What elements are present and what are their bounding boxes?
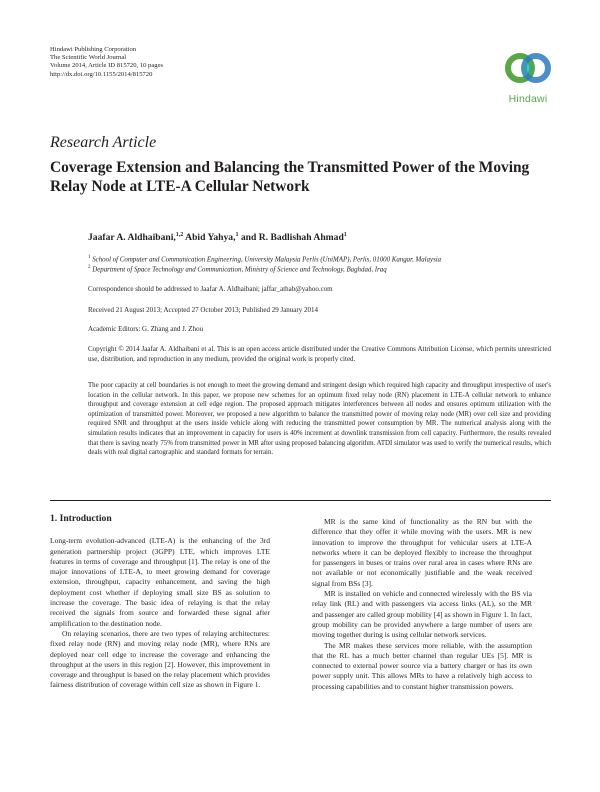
body-paragraph: MR is installed on vehicle and connected wirelessly with the BS via relay link (RL) and with passengers via access links (AL), so the MR and passenger are called group mobility [4] as shown in Figure 1. In fact, group mobility can be provided anywhere a large number of users are moving together during is using cellular network services. bbox=[312, 589, 532, 640]
logo-wordmark: Hindawi bbox=[508, 93, 548, 105]
author-name: R. Badlishah Ahmad bbox=[258, 232, 344, 244]
article-type: Research Article bbox=[50, 134, 157, 151]
author-affiliation-marker: 1,2 bbox=[175, 232, 184, 238]
hindawi-logo-icon bbox=[498, 44, 558, 92]
author-name: Abid Yahya, bbox=[185, 232, 236, 244]
affiliation-text: School of Computer and Communication Engineering, University Malaysia Perlis (UniMAP), Perlis, 01000 Kangar, Malaysia bbox=[92, 256, 442, 264]
right-column bbox=[312, 517, 532, 692]
body-paragraph: Long-term evolution-advanced (LTE-A) is the enhancing of the 3rd generation partnership project (3GPP) LTE, which improves LTE features in terms of coverage and throughput [1]. The relay is one of the major innovations of LTE-A, to meet growing demand for coverage extension, throughput, capacity enhancement, and saving the high deployment cost whether if deploying small size BS as solution to increase the coverage. The basic idea of relaying is that the relay received the signals from source and forwarded these signal after amplification to the destination node. bbox=[50, 536, 270, 628]
body-paragraph: MR is the same kind of functionality as the RN but with the difference that they offer it while moving with the users. MR is new innovation to improve the throughput for vehicular users at LTE-A networks where it can be deployed flexibly to increase the throughput for passengers in buses or trains over rural area in cases where RNs are not available or not economically justifiable and the weak received signal from BSs [3]. bbox=[312, 517, 532, 588]
left-column bbox=[50, 514, 270, 691]
body-paragraph: On relaying scenarios, there are two types of relaying architectures: fixed relay node (RN) and moving relay node (MR), where RNs are deployed near cell edge to increase the coverage and enhancing the throughput at the users in this region [2]. However, this improvement in coverage and throughput is based on the relay placement which provides fairness distribution of coverage within cell size as shown in Figure 1. bbox=[50, 628, 270, 690]
abstract: The poor capacity at cell boundaries is not enough to meet the growing demand and stringent design which required high capacity and throughput irrespective of user's location in the cellular network. In this paper, we propose new schemes for an optimum fixed relay node (RN) placement in LTE-A cellular network to enhance throughput and coverage extension at cell edge region. The proposed approach mitigates interferences between all nodes and ensures optimum utilization with the optimization of transmitted power. Moreover, we proposed a new algorithm to balance the transmitted power of moving relay node (MR) over cell size and providing required SNR and throughput at the users inside vehicle along with reducing the transmitted power consumption by MR. The numerical analysis along with the simulation results indicates that an improvement in capacity for users is 40% increment at downlink transmission from cell capacity. Furthermore, the results revealed that there is saving nearly 75% from transmitted power in MR after using proposed balancing algorithm. ATDI simulator was used to verify the numerical results, which deals with real digital cartographic and standard formats for terrain. bbox=[88, 382, 551, 457]
section-divider bbox=[50, 500, 551, 501]
doi-link[interactable]: http://dx.doi.org/10.1155/2014/815720 bbox=[50, 70, 153, 78]
journal-header bbox=[50, 46, 163, 79]
author-affiliation-marker: 1 bbox=[235, 232, 239, 238]
author-name: Jaafar A. Aldhaibani, bbox=[88, 232, 176, 244]
affiliation-1 bbox=[88, 255, 441, 263]
author-connector: and bbox=[240, 232, 257, 244]
hindawi-logo bbox=[498, 44, 558, 112]
section-heading: 1. Introduction bbox=[50, 513, 112, 524]
affiliation-marker: 2 bbox=[88, 265, 91, 270]
correspondence: Correspondence should be addressed to Jaafar A. Aldhaibani; jaffar_athab@yahoo.com bbox=[88, 285, 333, 293]
volume-info: Volume 2014, Article ID 815720, 10 pages bbox=[50, 62, 164, 70]
publication-dates: Received 21 August 2013; Accepted 27 October 2013; Published 29 January 2014 bbox=[88, 306, 318, 314]
copyright-notice: Copyright © 2014 Jaafar A. Aldhaibani et al. This is an open access article distributed under the Creative Commons Attribution License, which permits unrestricted use, distribution, and reproduction in any medium, provided the original work is properly cited. bbox=[88, 345, 551, 363]
affiliation-marker: 1 bbox=[88, 255, 91, 260]
publisher-name: Hindawi Publishing Corporation bbox=[50, 46, 137, 53]
author-list bbox=[88, 232, 347, 243]
journal-name: The Scientific World Journal bbox=[50, 54, 127, 62]
academic-editors: Academic Editors: G. Zhang and J. Zhou bbox=[88, 325, 204, 333]
author-affiliation-marker: 1 bbox=[343, 232, 347, 238]
body-paragraph: The MR makes these services more reliable, with the assumption that the RL has a much better channel than regular UEs [5]. MR is connected to external power source via a battery charger or has its own power supply unit. This allows MRs to have a relatively high access to processing capabilities and to constant higher transmission powers. bbox=[312, 640, 532, 691]
paper-title: Coverage Extension and Balancing the Transmitted Power of the Moving Relay Node at LTE-A Cellular Network bbox=[50, 159, 530, 195]
affiliation-text: Department of Space Technology and Communication, Ministry of Science and Technology, Baghdad, Iraq bbox=[92, 266, 387, 274]
affiliation-2 bbox=[88, 265, 387, 273]
